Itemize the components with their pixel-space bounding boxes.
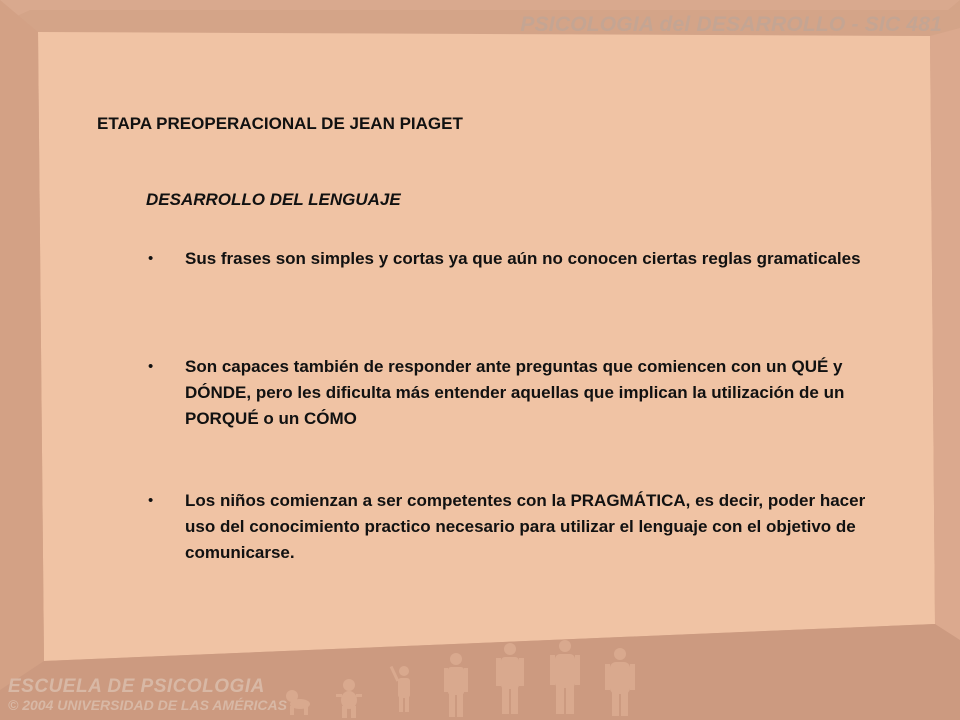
bullet-icon: • [148, 358, 154, 375]
toddler-figure-icon [336, 679, 362, 718]
course-title: PSICOLOGIA del DESARROLLO - SIC 481 [520, 13, 942, 36]
child-figure-icon [390, 666, 410, 712]
adult-figure-icon [550, 640, 580, 714]
bullet-text: Sus frases son simples y cortas ya que aún no conocen ciertas reglas gramaticales [185, 249, 861, 268]
bullet-icon: • [148, 250, 154, 267]
teen-figure-icon [444, 653, 468, 717]
bullet-text: Los niños comienzan a ser competentes con la PRAGMÁTICA, es decir, poder hacer uso del conocimiento practico necesario para utilizar el lenguaje con el objetivo de comunicarse. [185, 491, 866, 562]
adult-figure-icon [496, 643, 524, 714]
footer-copyright: © 2004 UNIVERSIDAD DE LAS AMÉRICAS [8, 697, 287, 713]
footer-school-name: ESCUELA DE PSICOLOGIA [8, 676, 265, 697]
bullet-text: Son capaces también de responder ante preguntas que comiencen con un QUÉ y DÓNDE, pero les dificulta más entender aquellas que implican la utilización de un PORQUÉ o un CÓMO [185, 357, 845, 428]
slide-subtitle: DESARROLLO DEL LENGUAJE [146, 190, 401, 209]
bullet-icon: • [148, 492, 154, 509]
left-wall [0, 0, 44, 690]
elder-figure-icon [605, 648, 635, 716]
baby-figure-icon [286, 690, 310, 715]
human-development-figures-icon [270, 630, 670, 720]
slide-title: ETAPA PREOPERACIONAL DE JEAN PIAGET [97, 114, 463, 133]
